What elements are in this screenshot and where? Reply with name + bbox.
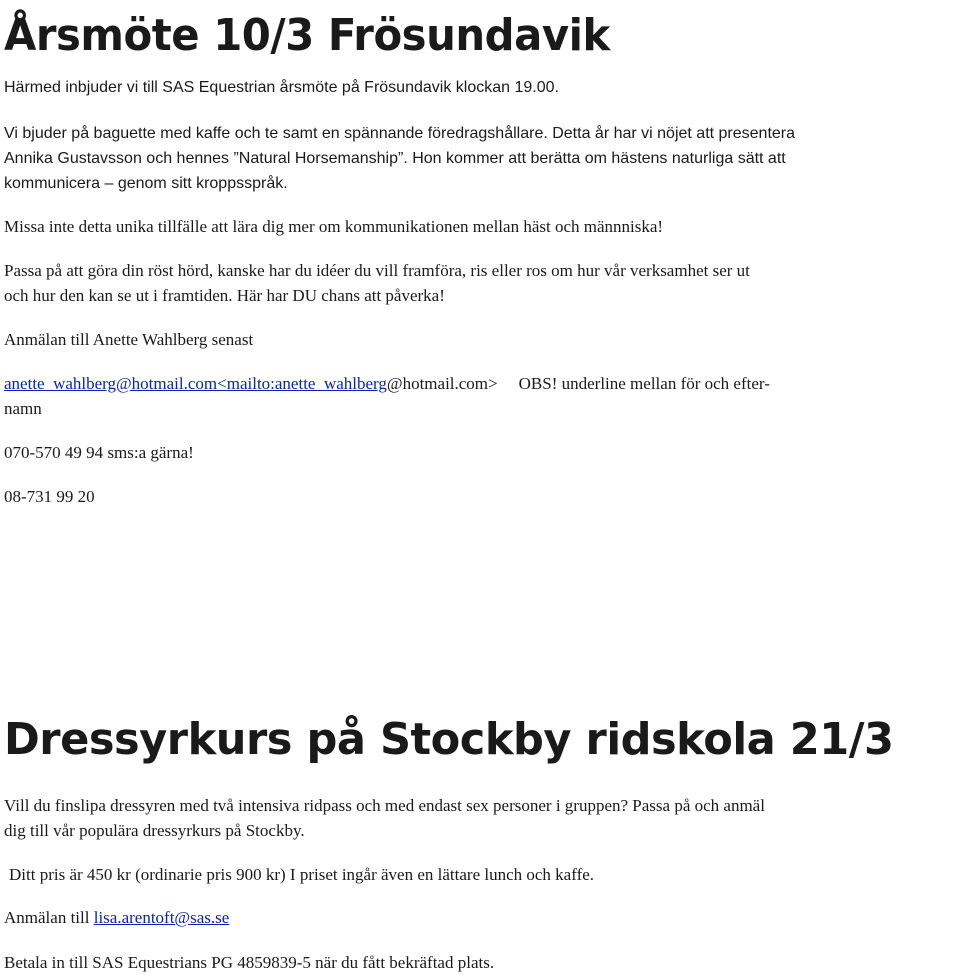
program-text-line-3: kommunicera – genom sitt kroppsspråk. (4, 175, 288, 192)
heading-dressyrkurs: Dressyrkurs på Stockby ridskola 21/3 (4, 714, 894, 765)
passa-text-line-2: och hur den kan se ut i framtiden. Här har DU chans att påverka! (4, 286, 445, 305)
intro-text-line-2: dig till vår populära dressyrkurs på Stockby. (4, 821, 305, 840)
program-text-line-2: Annika Gustavsson och hennes ”Natural Horsemanship”. Hon kommer att berätta om hästens naturliga sätt att (4, 150, 786, 167)
obs-text-cont: namn (4, 399, 42, 418)
anmalan-text: Anmälan till Anette Wahlberg senast (4, 330, 254, 349)
obs-text: OBS! underline mellan för och efter- (518, 374, 770, 393)
invite-text: Härmed inbjuder vi till SAS Equestrian årsmöte på Frösundavik klockan 19.00. (4, 79, 559, 96)
phone-sms: 070-570 49 94 sms:a gärna! (4, 443, 194, 462)
heading-arsmote: Årsmöte 10/3 Frösundavik (4, 10, 610, 61)
price-text: Ditt pris är 450 kr (ordinarie pris 900 kr) I priset ingår även en lättare lunch och kaffe. (9, 865, 595, 884)
payment-text: Betala in till SAS Equestrians PG 4859839-5 när du fått bekräftad plats. (4, 953, 495, 972)
anmalan-email-link[interactable]: lisa.arentoft@sas.se (93, 908, 230, 927)
anmalan-label: Anmälan till (4, 908, 90, 927)
email-rest: @hotmail.com> (386, 374, 498, 393)
email-line (4, 372, 770, 396)
missa-text: Missa inte detta unika tillfälle att lära dig mer om kommunikationen mellan häst och männniska! (4, 217, 664, 236)
intro-text-line-1: Vill du finslipa dressyren med två intensiva ridpass och med endast sex personer i gruppen? Passa på och anmäl (4, 796, 765, 815)
program-text-line-1: Vi bjuder på baguette med kaffe och te samt en spännande föredragshållare. Detta år har vi nöjet att presentera (4, 125, 796, 142)
anmalan-line (4, 906, 229, 930)
phone-number: 08-731 99 20 (4, 487, 95, 506)
passa-text-line-1: Passa på att göra din röst hörd, kanske har du idéer du vill framföra, ris eller ros om hur vår verksamhet ser ut (4, 261, 750, 280)
email-link[interactable]: anette_wahlberg@hotmail.com<mailto:anette_wahlberg (4, 374, 387, 393)
